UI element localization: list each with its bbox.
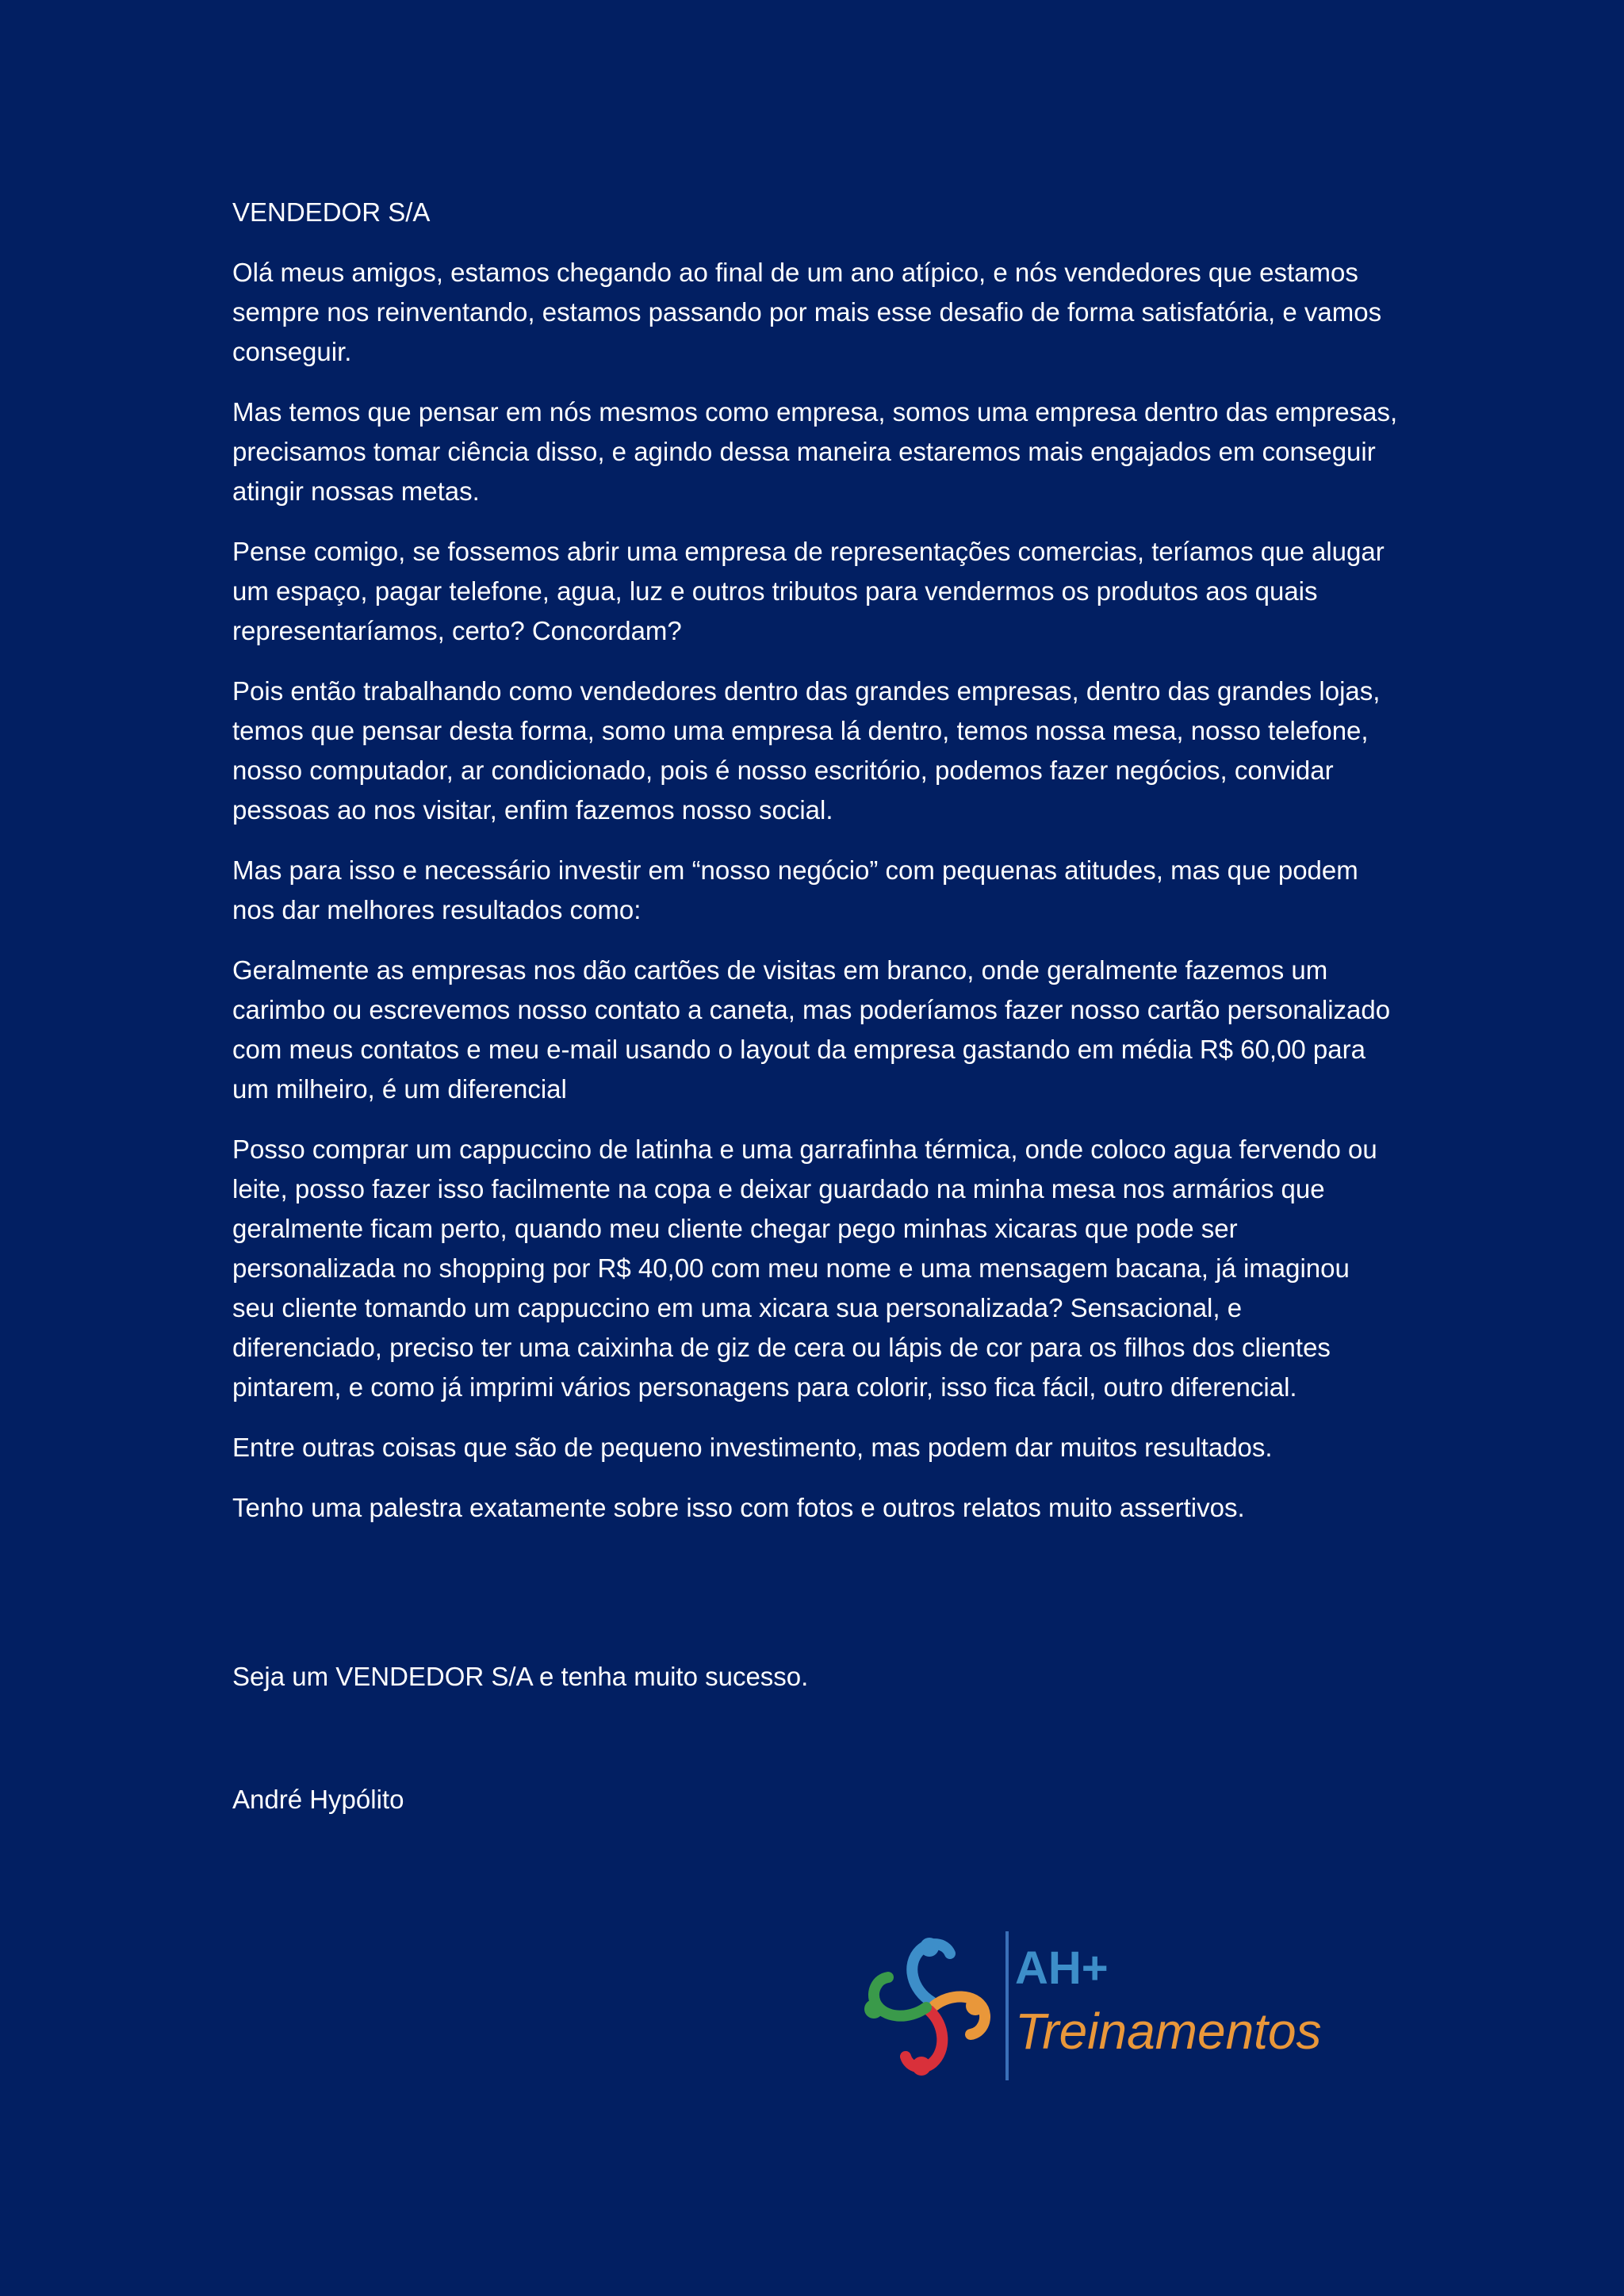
paragraph-3: Pense comigo, se fossemos abrir uma empresa de representações comercias, teríamos que alugar um espaço, pagar telefone, agua, luz e outros tributos para vendermos os produtos aos quais representaríamos, certo? Concordam? (232, 537, 1385, 645)
closing-line: Seja um VENDEDOR S/A e tenha muito sucesso. (232, 1662, 809, 1691)
document-title: VENDEDOR S/A (232, 197, 431, 227)
paragraph-2: Mas temos que pensar em nós mesmos como empresa, somos uma empresa dentro das empresas, precisamos tomar ciência disso, e agindo dessa maneira estaremos mais engajados em conseguir atingir nossas metas. (232, 397, 1398, 506)
company-logo (856, 1927, 1364, 2085)
letter-body (232, 193, 1398, 1548)
signature: André Hypólito (232, 1785, 404, 1814)
paragraph-7: Posso comprar um cappuccino de latinha e uma garrafinha térmica, onde coloco agua fervendo ou leite, posso fazer isso facilmente na copa e deixar guardado na minha mesa nos armários que geralmente ficam perto, quando meu cliente chegar pego minhas xicaras que pode ser personalizada no shopping por R$ 40,00 com meu nome e uma mensagem bacana, já imaginou seu cliente tomando um cappuccino em uma xicara sua personalizada? Sensacional, e diferenciado, preciso ter uma caixinha de giz de cera ou lápis de cor para os filhos dos clientes pintarem, e como já imprimi vários personagens para colorir, isso fica fácil, outro diferencial. (232, 1135, 1377, 1402)
logo-divider (1005, 1931, 1009, 2080)
paragraph-6: Geralmente as empresas nos dão cartões de visitas em branco, onde geralmente fazemos um carimbo ou escrevemos nosso contato a caneta, mas poderíamos fazer nosso cartão personalizado com meus contatos e meu e-mail usando o layout da empresa gastando em média R$ 60,00 para um milheiro, é um diferencial (232, 955, 1391, 1104)
paragraph-4: Pois então trabalhando como vendedores dentro das grandes empresas, dentro das grandes lojas, temos que pensar desta forma, somo uma empresa lá dentro, temos nossa mesa, nosso telefone, nosso computador, ar condicionado, pois é nosso escritório, podemos fazer negócios, convidar pessoas ao nos visitar, enfim fazemos nosso social. (232, 676, 1381, 825)
paragraph-5: Mas para isso e necessário investir em “nosso negócio” com pequenas atitudes, mas que podem nos dar melhores resultados como: (232, 855, 1358, 924)
paragraph-1: Olá meus amigos, estamos chegando ao final de um ano atípico, e nós vendedores que estamos sempre nos reinventando, estamos passando por mais esse desafio de forma satisfatória, e vamos conseguir. (232, 258, 1382, 366)
paragraph-9: Tenho uma palestra exatamente sobre isso com fotos e outros relatos muito assertivos. (232, 1493, 1245, 1522)
paragraph-8: Entre outras coisas que são de pequeno investimento, mas podem dar muitos resultados. (232, 1433, 1273, 1462)
logo-text-treinamentos: Treinamentos (1015, 2003, 1322, 2060)
logo-text-ah: AH+ (1015, 1942, 1109, 1994)
ah-logo-swirl-icon (856, 1927, 999, 2085)
